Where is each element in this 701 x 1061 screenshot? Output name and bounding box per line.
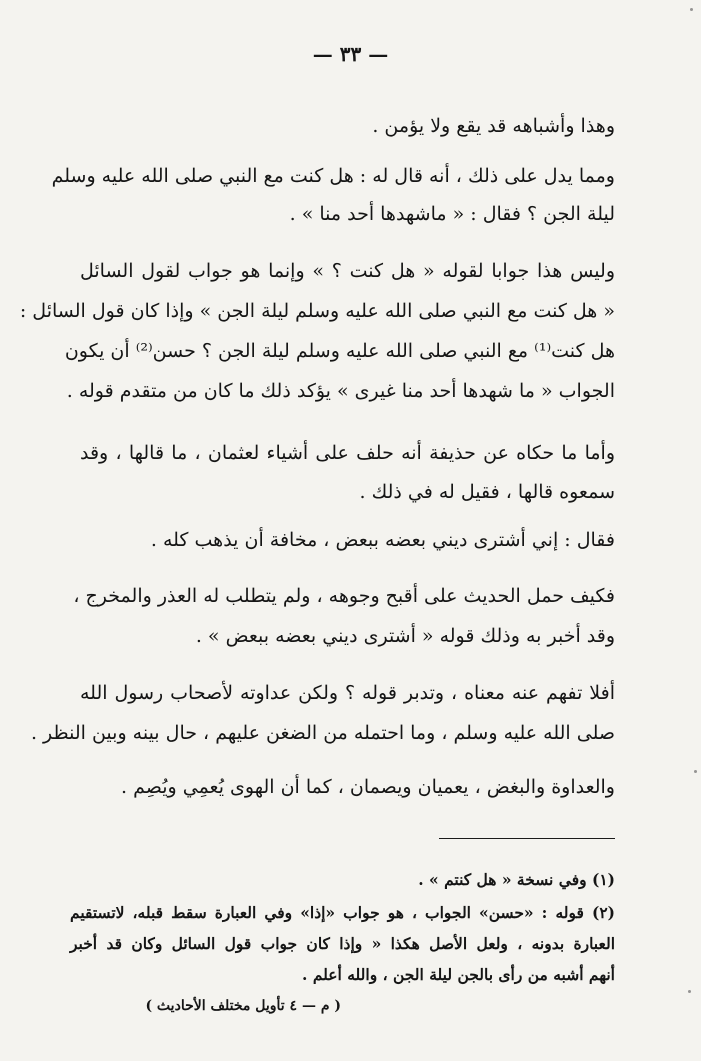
footnote-line: أنهم أشبه من رأى بالجن ليلة الجن ، والله أعلم . bbox=[302, 965, 615, 984]
footnote-divider bbox=[439, 838, 615, 839]
text-line: ليلة الجن ؟ فقال : « ماشهدها أحد منا » . bbox=[289, 203, 615, 225]
text-line: « هل كنت مع النبي صلى الله عليه وسلم ليلة الجن » وإذا كان قول السائل : bbox=[19, 300, 615, 322]
text-line: والعداوة والبغض ، يعميان ويصمان ، كما أن الهوى يُعمِي ويُصِم . bbox=[121, 776, 615, 798]
text-line: الجواب « ما شهدها أحد منا غيرى » يؤكد ذلك ما كان من متقدم قوله . bbox=[66, 380, 615, 402]
page-number: — ٣٣ — bbox=[312, 42, 389, 66]
text-line: وليس هذا جوابا لقوله « هل كنت ؟ » وإنما هو جواب لقول السائل bbox=[80, 260, 615, 282]
scan-speck bbox=[690, 8, 693, 11]
text-line: وقد أخبر به وذلك قوله « أشترى ديني بعضه ببعض » . bbox=[195, 625, 615, 647]
signature-mark: ( م — ٤ تأويل مختلف الأحاديث ) bbox=[145, 998, 341, 1014]
text-line: أفلا تفهم عنه معناه ، وتدبر قوله ؟ ولكن عداوته لأصحاب رسول الله bbox=[80, 682, 615, 704]
scan-speck bbox=[694, 770, 697, 773]
text-line: وهذا وأشباهه قد يقع ولا يؤمن . bbox=[372, 115, 615, 137]
text-line: ومما يدل على ذلك ، أنه قال له : هل كنت مع النبي صلى الله عليه وسلم bbox=[51, 165, 615, 187]
footnote-line: العبارة بدونه ، ولعل الأصل هكذا « وإذا كان جواب قول السائل وكان قد أخبر bbox=[70, 934, 615, 953]
text-line: صلى الله عليه وسلم ، وما احتمله من الضغن عليهم ، حال بينه وبين النظر . bbox=[30, 722, 615, 744]
footnote-line: (٢) قوله : «حسن» الجواب ، هو جواب «إذا» وفي العبارة سقط قبله، لاتستقيم bbox=[70, 903, 615, 922]
text-line: فكيف حمل الحديث على أقبح وجوهه ، ولم يتطلب له العذر والمخرج ، bbox=[73, 585, 615, 607]
text-line: وأما ما حكاه عن حذيفة أنه حلف على أشياء لعثمان ، ما قالها ، وقد bbox=[80, 442, 615, 464]
footnote-line: (١) وفي نسخة « هل كنتم » . bbox=[418, 870, 615, 889]
scan-speck bbox=[688, 990, 691, 993]
text-line: فقال : إني أشترى ديني بعضه ببعض ، مخافة أن يذهب كله . bbox=[150, 529, 615, 551]
text-line: هل كنت⁽¹⁾ مع النبي صلى الله عليه وسلم ليلة الجن ؟ حسن⁽²⁾ أن يكون bbox=[64, 340, 615, 362]
text-line: سمعوه قالها ، فقيل له في ذلك . bbox=[359, 481, 615, 503]
